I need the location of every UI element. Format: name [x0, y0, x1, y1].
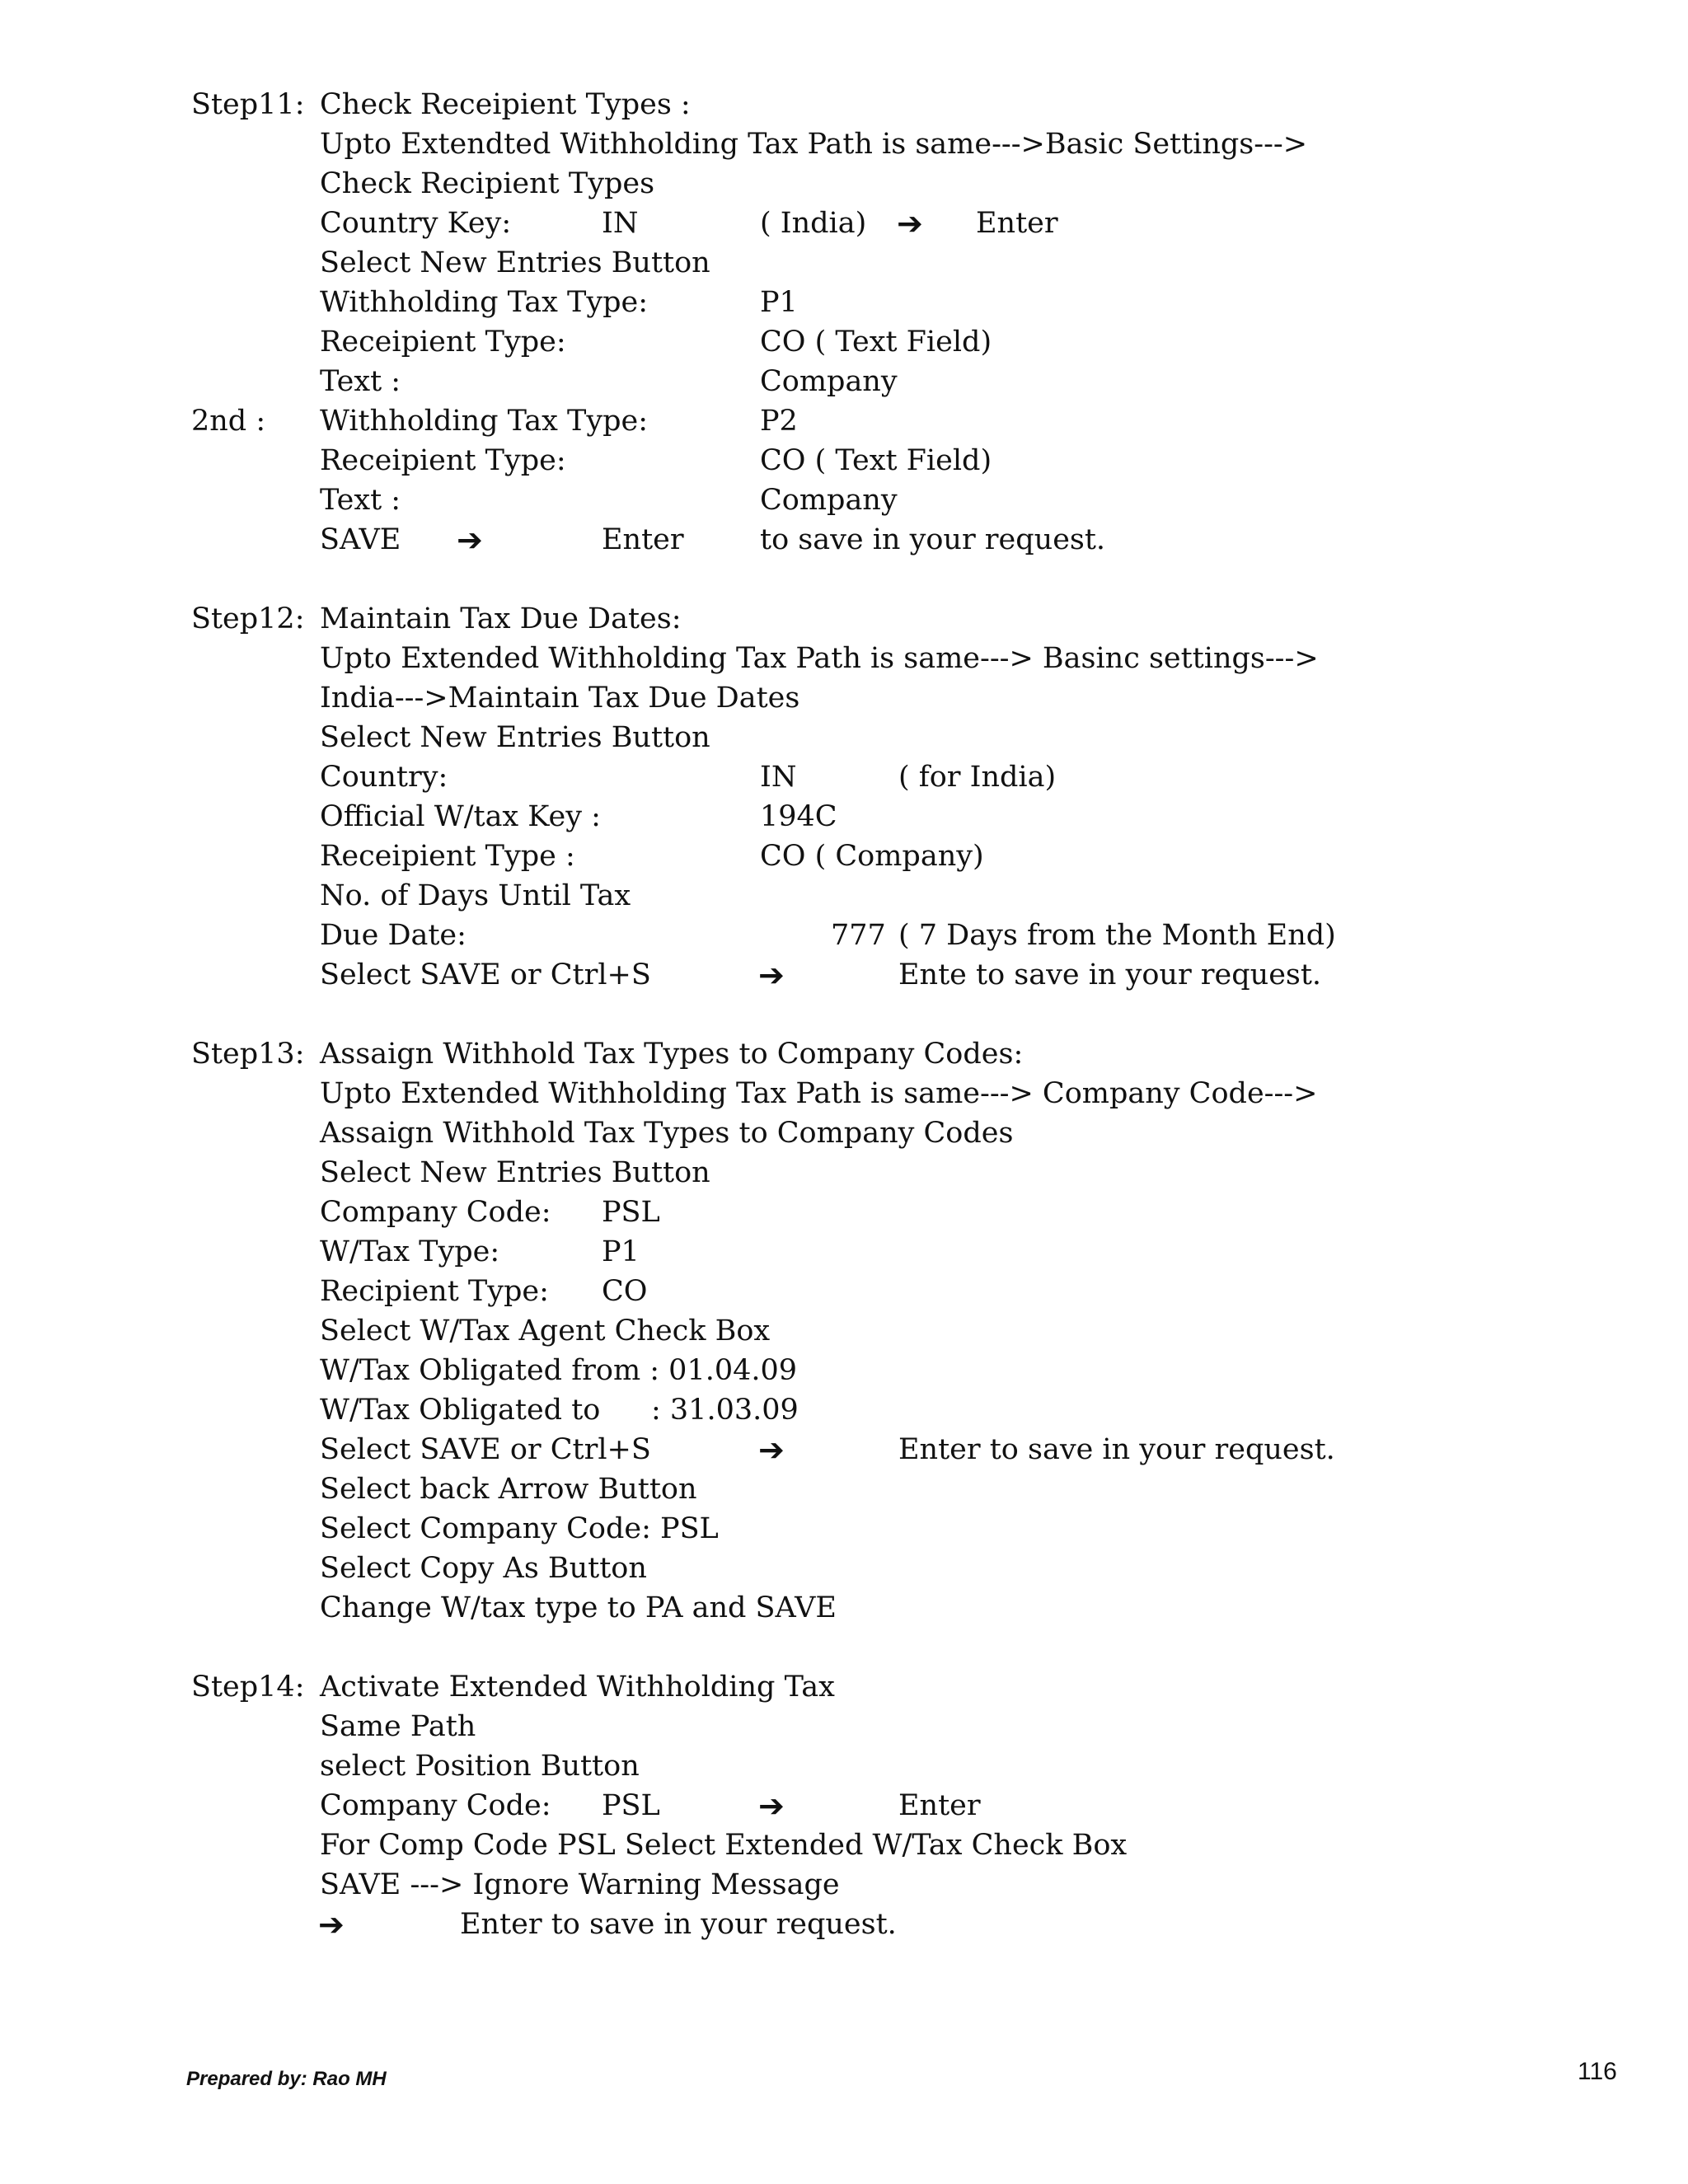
step13-select-company: Select Company Code: PSL: [320, 1512, 719, 1545]
right-arrow-icon: ➔: [758, 1432, 785, 1468]
step14-title: Activate Extended Withholding Tax: [320, 1671, 835, 1704]
step13-save-label: Select SAVE or Ctrl+S: [320, 1433, 651, 1466]
step13-obligated-to-label: W/Tax Obligated to: [320, 1394, 601, 1427]
step12-save-note: to save in your request.: [976, 958, 1322, 991]
step12-key-value: 194C: [760, 800, 837, 833]
step14-company-code-label: Company Code:: [320, 1789, 551, 1822]
step14-company-code-action: Enter: [898, 1789, 981, 1822]
step13-agent-checkbox: Select W/Tax Agent Check Box: [320, 1315, 771, 1347]
step14-save-warning: SAVE ---> Ignore Warning Message: [320, 1868, 840, 1901]
step13-recipient-value: CO: [602, 1275, 648, 1308]
step12-country-note: ( for India): [898, 761, 1057, 794]
step11-country-key-label: Country Key:: [320, 207, 512, 240]
step11-text-label: Text :: [320, 365, 401, 398]
step12-days-label1: No. of Days Until Tax: [320, 879, 631, 912]
right-arrow-icon: ➔: [897, 205, 923, 241]
step11-recipient-type2-label: Receipient Type:: [320, 444, 566, 477]
step13-label: Step13:: [191, 1038, 305, 1071]
step11-recipient-type2-value: CO ( Text Field): [760, 444, 992, 477]
step11-wht-type2-value: P2: [760, 405, 798, 438]
step12-days-note: ( 7 Days from the Month End): [898, 919, 1336, 952]
step13-company-code-label: Company Code:: [320, 1196, 551, 1229]
step13-title: Assaign Withhold Tax Types to Company Codes:: [320, 1038, 1024, 1071]
step12-new-entries: Select New Entries Button: [320, 721, 710, 754]
step11-wht-type-value: P1: [760, 286, 798, 319]
step11-save-note: to save in your request.: [760, 523, 1106, 556]
step11-path-line2: Check Recipient Types: [320, 167, 655, 200]
step13-path-line1: Upto Extended Withholding Tax Path is same---> Company Code--->: [320, 1077, 1318, 1110]
right-arrow-icon: ➔: [758, 1788, 785, 1824]
step11-recipient-type-label: Receipient Type:: [320, 326, 566, 359]
step11-label: Step11:: [191, 88, 305, 121]
step14-same-path: Same Path: [320, 1710, 476, 1743]
right-arrow-icon: ➔: [758, 957, 785, 993]
step11-path-line1: Upto Extendted Withholding Tax Path is same--->Basic Settings--->: [320, 128, 1308, 161]
step11-title: Check Receipient Types :: [320, 88, 691, 121]
step13-obligated-from: W/Tax Obligated from : 01.04.09: [320, 1354, 798, 1387]
step13-wtax-type-label: W/Tax Type:: [320, 1235, 500, 1268]
step11-new-entries: Select New Entries Button: [320, 246, 710, 279]
step11-country-key-value: IN: [602, 207, 639, 240]
step11-wht-type2-label: Withholding Tax Type:: [320, 405, 649, 438]
step12-country-value: IN: [760, 761, 797, 794]
step12-days-label2: Due Date:: [320, 919, 467, 952]
step12-path-line1: Upto Extended Withholding Tax Path is same---> Basinc settings--->: [320, 642, 1319, 675]
page-number: 116: [1578, 2058, 1617, 2085]
step13-change-type: Change W/tax type to PA and SAVE: [320, 1591, 837, 1624]
step11-save-action: Enter: [602, 523, 684, 556]
right-arrow-icon: ➔: [318, 1906, 345, 1943]
step12-save-label: Select SAVE or Ctrl+S: [320, 958, 651, 991]
step11-country-key-note: ( India): [760, 207, 867, 240]
step14-extended-checkbox: For Comp Code PSL Select Extended W/Tax Check Box: [320, 1829, 1128, 1862]
step12-path-line2: India--->Maintain Tax Due Dates: [320, 682, 800, 715]
step13-company-code-value: PSL: [602, 1196, 660, 1229]
step12-days-value: 777: [831, 919, 886, 952]
step12-label: Step12:: [191, 602, 305, 635]
step11-recipient-type-value: CO ( Text Field): [760, 326, 992, 359]
step11-save-label: SAVE: [320, 523, 401, 556]
step11-wht-type-label: Withholding Tax Type:: [320, 286, 649, 319]
step14-position-button: select Position Button: [320, 1750, 640, 1783]
step13-path-line2: Assaign Withhold Tax Types to Company Codes: [320, 1117, 1014, 1150]
step12-title: Maintain Tax Due Dates:: [320, 602, 682, 635]
step14-label: Step14:: [191, 1671, 305, 1704]
step11-text2-value: Company: [760, 484, 898, 517]
step12-recipient-label: Receipient Type :: [320, 840, 575, 873]
step12-save-action: Ente: [898, 958, 967, 991]
step12-recipient-value: CO ( Company): [760, 840, 984, 873]
step11-country-key-action: Enter: [976, 207, 1058, 240]
step12-country-label: Country:: [320, 761, 448, 794]
step11-text-value: Company: [760, 365, 898, 398]
step13-wtax-type-value: P1: [602, 1235, 640, 1268]
step13-obligated-to-value: : 31.03.09: [651, 1394, 799, 1427]
step14-company-code-value: PSL: [602, 1789, 660, 1822]
right-arrow-icon: ➔: [457, 522, 483, 558]
step11-second-label: 2nd :: [191, 405, 266, 438]
step13-recipient-label: Recipient Type:: [320, 1275, 549, 1308]
step13-new-entries: Select New Entries Button: [320, 1156, 710, 1189]
step14-save-note: Enter to save in your request.: [460, 1908, 897, 1941]
step13-save-note: Enter to save in your request.: [898, 1433, 1335, 1466]
step11-text2-label: Text :: [320, 484, 401, 517]
prepared-by: Prepared by: Rao MH: [186, 2068, 387, 2090]
step13-copy-as: Select Copy As Button: [320, 1552, 647, 1585]
step13-back-arrow: Select back Arrow Button: [320, 1473, 697, 1506]
step12-key-label: Official W/tax Key :: [320, 800, 601, 833]
